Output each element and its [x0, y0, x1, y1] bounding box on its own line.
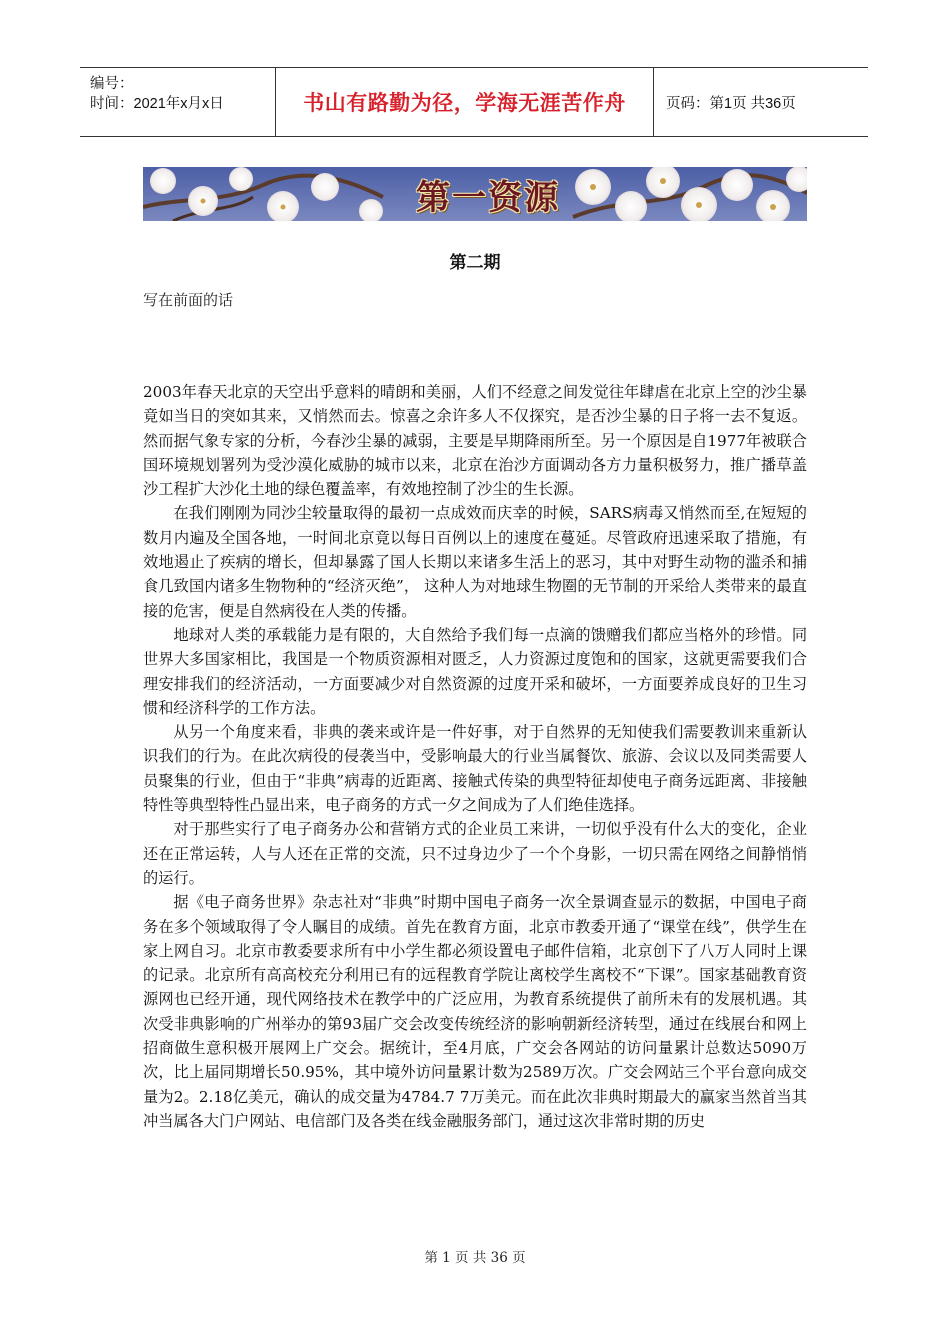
serial-number-label: 编号： [90, 76, 134, 92]
motto-cell [276, 68, 654, 136]
paragraph: 2003年春天北京的天空出乎意料的晴朗和美丽，人们不经意之间发觉往年肆虐在北京上空的沙尘暴竟如当日的突如其来，又悄然而去。惊喜之余许多人不仅探究，是否沙尘暴的日子将一去不复返。然而据气象专家的分析，今春沙尘暴的减弱，主要是早期降雨所至。另一个原因是自1977年被联合国环境规划署列为受沙漠化威胁的城市以来，北京在治沙方面调动各方力量积极努力，推广播草盖沙工程扩大沙化土地的绿色覆盖率，有效地控制了沙尘的生长源。 [143, 383, 807, 499]
date-label: 时间：2021年x月x日 [90, 96, 224, 112]
banner-title: 第一资源 [416, 177, 560, 218]
page-footer: 第 1 页 共 36 页 [424, 1250, 526, 1266]
paragraph: 在我们刚刚为同沙尘较量取得的最初一点成效而庆幸的时候，SARS病毒又悄然而至,在短短的数月内遍及全国各地，一时间北京竟以每日百例以上的速度在蔓延。尽管政府迅速采取了措施，有效地遏止了疾病的增长，但却暴露了国人长期以来诸多生活上的恶习，其中对野生动物的滥杀和捕食几致国内诸多生物物种的“经济灭绝”， 这种人为对地球生物圈的无节制的开采给人类带来的最直接的危害，便是自然病役在人类的传播。 [143, 504, 807, 620]
article-subtitle: 写在前面的话 [143, 291, 234, 309]
page-info-cell [654, 68, 868, 136]
paragraph: 地球对人类的承载能力是有限的，大自然给予我们每一点滴的馈赠我们都应当格外的珍惜。同世界大多国家相比，我国是一个物质资源相对匮乏，人力资源过度饱和的国家，这就更需要我们合理安排我们的经济活动，一方面要减少对自然资源的过度开采和破坏，一方面要养成良好的卫生习惯和经济科学的工作方法。 [143, 625, 807, 717]
paragraph: 对于那些实行了电子商务办公和营销方式的企业员工来讲，一切似乎没有什么大的变化，企业还在正常运转，人与人还在正常的交流，只不过身边少了一个个身影，一切只需在网络之间静悄悄的运行。 [143, 820, 807, 887]
paragraph: 从另一个角度来看，非典的袭来或许是一件好事，对于自然界的无知使我们需要教训来重新认识我们的行为。在此次病役的侵袭当中，受影响最大的行业当属餐饮、旅游、会议以及同类需要人员聚集的行业，但由于“非典”病毒的近距离、接触式传染的典型特征却使电子商务远距离、非接触特性等典型特性凸显出来，电子商务的方式一夕之间成为了人们绝佳选择。 [143, 723, 807, 815]
issue-title: 第二期 [449, 253, 501, 273]
page-info-text: 页码：第1页 共36页 [666, 95, 796, 112]
header-meta-cell [80, 68, 276, 136]
document-header [80, 67, 868, 137]
motto-text: 书山有路勤为径，学海无涯苦作舟 [303, 91, 626, 115]
article-body [143, 380, 807, 1133]
banner-image [143, 167, 807, 221]
paragraph: 据《电子商务世界》杂志社对“非典”时期中国电子商务一次全景调查显示的数据，中国电子商务在多个领域取得了令人瞩目的成绩。首先在教育方面，北京市教委开通了“课堂在线”，供学生在家上网自习。北京市教委要求所有中小学生都必须设置电子邮件信箱，北京创下了八万人同时上课的记录。北京所有高高校充分利用已有的远程教育学院让离校学生离校不“下课”。国家基础教育资源网也已经开通，现代网络技术在教学中的广泛应用，为教育系统提供了前所未有的发展机遇。其次受非典影响的广州举办的第93届广交会改变传统经济的影响朝新经济转型，通过在线展台和网上招商做生意积极开展网上广交会。据统计，至4月底，广交会各网站的访问量累计总数达5090万次，比上届同期增长50.95%，其中境外访问量累计数为2589万次。广交会网站三个平台意向成交量为2。2.18亿美元，确认的成交量为4784.7 7万美元。而在此次非典时期最大的赢家当然首当其冲当属各大门户网站、电信部门及各类在线金融服务部门，通过这次非常时期的历史 [143, 893, 807, 1130]
